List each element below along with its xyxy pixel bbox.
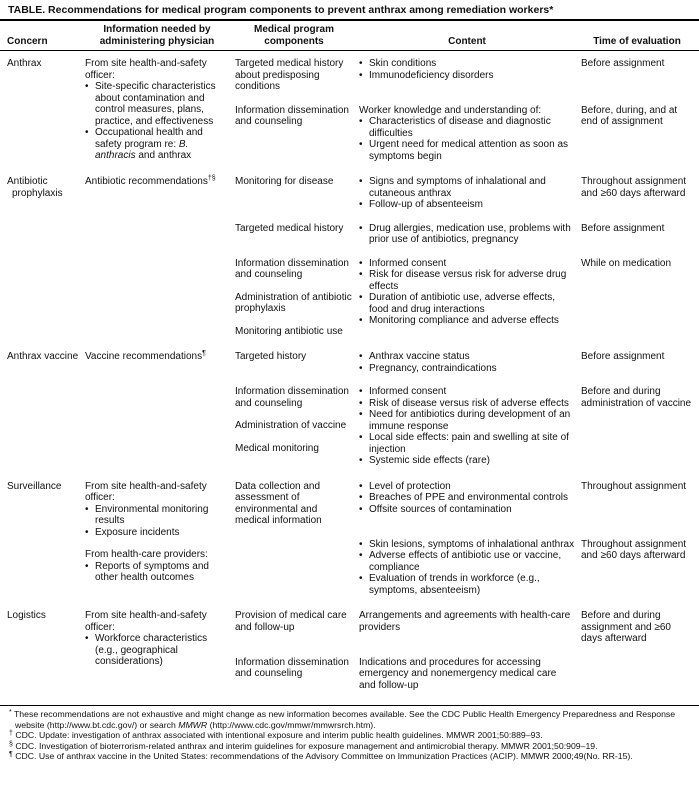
content-bullet-item [359,58,575,70]
medical-program-components-cell [235,539,353,597]
content-bullet-item [359,70,575,82]
information-needed-cell [85,176,229,337]
bullet-glyph: • [359,269,363,280]
column-header-medical-program-components: Medical program components [253,24,335,47]
bullet-glyph: • [359,397,363,409]
medical-program-components-cell [235,610,353,645]
content-text: Drug allergies, medication use, problems with prior use of antibiotics, pregnancy [369,222,571,245]
content-bullet-item [359,351,575,363]
content-text: Level of protection [369,480,451,492]
table-section-anthrax [7,58,693,162]
medical-program-components-cell [235,223,353,246]
footnote-marker: ¶ [9,751,13,759]
content-bullet-item [359,455,575,467]
content-text: Monitoring compliance and adverse effects [369,315,559,326]
content-text: Duration of antibiotic use, adverse effects, food and drug interactions [369,292,556,315]
info-lead-text: From site health-and-safety officer: [85,610,207,633]
table-row [235,481,693,527]
content-bullet-item [359,363,575,375]
bullet-glyph: • [359,409,363,420]
medical-program-components-cell [235,657,353,692]
content-text: Local side effects: pain and swelling at site of injection [369,432,569,455]
table-section-anthrax-vaccine [7,351,693,467]
information-needed-cell [85,58,229,162]
component-item: Provision of medical care and follow-up [235,610,347,633]
footnote: * These recommendations are not exhaustive and might change as new information becomes available. See the CDC Public Health Emergency Preparedness and Response website (http://www.bt.cdc.gov/) or search MMWR (http://www.cdc.gov/mmwr/mmwrsrch.htm). [9,709,676,730]
content-bullet-item [359,269,575,292]
component-item: Administration of vaccine [235,420,347,431]
table-section-surveillance [7,481,693,597]
content-text: Signs and symptoms of inhalational and cutaneous anthrax [369,176,546,199]
content-text: Risk for disease versus risk for adverse drug effects [369,269,567,292]
component-item: Targeted history [235,351,307,362]
content-cell [359,58,575,93]
info-text: Reports of symptoms and other health outcomes [95,560,209,583]
information-needed-cell [85,610,229,691]
time-of-evaluation-cell: Before assignment [581,351,665,362]
table-row [235,258,693,338]
content-text: Pregnancy, contraindications [369,362,497,374]
column-header-content: Content [448,35,486,47]
table-row [235,223,693,246]
info-bullet-item [85,561,229,584]
info-lead-text: From site health-and-safety officer: [85,58,207,81]
content-bullet-item [359,315,575,327]
bullet-glyph: • [85,633,89,644]
table-section-antibiotic-prophylaxis [7,176,693,337]
time-of-evaluation-cell: Throughout assignment and ≥60 days afterward [581,176,687,199]
time-of-evaluation-cell: Before assignment [581,222,665,234]
content-text: Offsite sources of contamination [369,503,512,515]
information-needed-cell [85,351,229,467]
footnote: † CDC. Update: investigation of anthrax associated with intentional exposure and interim public health guidelines. MMWR 2001;50:889–93. [9,730,543,741]
bullet-glyph: • [359,176,363,187]
time-of-evaluation-cell [581,657,693,692]
component-item: Information dissemination and counseling [235,104,349,127]
content-bullet-item [359,223,575,246]
footnote-marker: † [9,730,13,738]
bullet-glyph: • [359,58,363,69]
bullet-glyph: • [359,199,363,210]
medical-program-components-cell [235,481,353,527]
medical-program-components-cell [235,258,353,338]
content-text: Characteristics of disease and diagnostic difficulties [369,116,551,139]
table-row [235,610,693,645]
info-bullet-item [85,81,229,127]
component-item: Data collection and assessment of environmental and medical information [235,480,322,526]
component-item: Information dissemination and counseling [235,656,349,679]
content-bullet-item [359,398,575,410]
bullet-glyph: • [359,573,363,584]
info-bullet-item [85,127,229,162]
bullet-glyph: • [359,315,363,326]
info-lead-text: From health-care providers: [85,549,208,560]
information-needed-cell [85,481,229,597]
component-item: Monitoring antibiotic use [235,325,343,337]
component-item: Monitoring for disease [235,176,334,187]
info-text: Site-specific characteristics about contamination and control measures, plans, practice, and effectiveness [95,81,216,127]
table-title: TABLE. Recommendations for medical program components to prevent anthrax among remediation workers* [0,0,699,21]
section-bands [235,351,693,467]
content-cell [359,105,575,163]
footnote-marker: * [9,709,12,716]
table-row [235,176,693,211]
content-bullet-item [359,139,575,162]
content-text: Informed consent [369,386,447,397]
content-bullet-item [359,432,575,455]
concern-cell: Logistics [7,610,46,621]
time-of-evaluation-cell: Before assignment [581,58,665,69]
bullet-glyph: • [359,503,363,515]
time-of-evaluation-cell: While on medication [581,257,672,269]
concern-cell: Surveillance [7,480,62,492]
content-bullet-item [359,116,575,139]
table-row [235,58,693,93]
content-bullet-item [359,199,575,211]
column-header-concern: Concern [7,35,48,47]
content-text: Systemic side effects (rare) [369,455,490,466]
bullet-glyph: • [359,362,363,374]
component-item: Targeted medical history about predisposing conditions [235,58,344,92]
content-text: Breaches of PPE and environmental controls [369,492,568,503]
content-cell [359,539,575,597]
time-of-evaluation-cell: Before, during, and at end of assignment [581,104,678,127]
content-text: Skin lesions, symptoms of inhalational anthrax [369,538,575,550]
bullet-glyph: • [359,139,363,150]
footnote: ¶ CDC. Use of anthrax vaccine in the United States: recommendations of the Advisory Committee on Immunization Practices (ACIP). MMWR 2000;49(No. RR-15). [9,751,633,762]
bullet-glyph: • [359,386,363,397]
bullet-glyph: • [359,222,363,234]
column-header-information-needed: Information needed by administering physician [99,24,215,47]
component-item: Administration of antibiotic prophylaxis [235,291,352,314]
concern-cell: Antibiotic prophylaxis [7,176,63,199]
component-item: Medical monitoring [235,442,319,454]
content-cell [359,386,575,467]
content-text: Immunodeficiency disorders [369,69,494,81]
bullet-glyph: • [359,351,363,362]
bullet-glyph: • [85,526,89,538]
content-text: Informed consent [369,257,447,269]
table-row [235,105,693,163]
content-bullet-item [359,539,575,551]
bullet-glyph: • [359,292,363,303]
bullet-glyph: • [359,69,363,81]
bullet-glyph: • [85,127,89,138]
info-lead-text: Antibiotic recommendations†§ [85,175,216,187]
table-header-row [0,21,699,51]
info-lead-text: Vaccine recommendations¶ [85,350,206,362]
info-lead-text: From site health-and-safety officer: [85,480,207,503]
component-item: Information dissemination and counseling [235,386,349,409]
bullet-glyph: • [85,503,89,515]
footnote: § CDC. Investigation of bioterrorism-related anthrax and interim guidelines for exposure management and antimicrobial therapy. MMWR 2001;50:909–19. [9,740,598,751]
time-of-evaluation-cell: Before and during administration of vaccine [581,386,692,409]
bullet-glyph: • [359,455,363,466]
footnote-marker: § [9,740,13,748]
bullet-glyph: • [359,257,363,269]
medical-program-components-cell [235,386,353,467]
medical-program-components-cell [235,176,353,211]
time-of-evaluation-cell: Throughout assignment and ≥60 days afterward [581,538,687,561]
bullet-glyph: • [359,116,363,127]
medical-program-components-cell [235,105,353,163]
bullet-glyph: • [359,492,363,503]
bullet-glyph: • [85,81,89,92]
medical-program-components-cell [235,58,353,93]
info-text: Environmental monitoring results [95,503,209,526]
section-bands [235,176,693,337]
content-text: Anthrax vaccine status [369,351,470,362]
content-bullet-item [359,481,575,493]
content-bullet-item [359,573,575,596]
content-lead-text: Arrangements and agreements with health-care providers [359,610,571,633]
medical-program-components-cell [235,351,353,374]
content-text: Urgent need for medical attention as soon as symptoms begin [369,139,569,162]
info-bullet-item [85,527,229,539]
content-bullet-item [359,409,575,432]
concern-cell: Anthrax vaccine [7,351,79,362]
content-cell [359,176,575,211]
content-text: Risk of disease versus risk of adverse effects [369,397,569,409]
info-text: Occupational health and safety program re: B. anthracis and anthrax [95,127,203,161]
content-bullet-item [359,492,575,504]
bullet-glyph: • [359,538,363,550]
content-cell [359,657,575,692]
table-body [0,51,699,691]
section-bands [235,58,693,162]
table-row [235,657,693,692]
content-bullet-item [359,292,575,315]
content-text: Skin conditions [369,58,437,69]
section-bands [235,610,693,691]
content-text: Need for antibiotics during development of an immune response [369,409,571,432]
component-item: Targeted medical history [235,222,344,234]
content-bullet-item [359,386,575,398]
info-text: Exposure incidents [95,526,180,538]
content-text: Adverse effects of antibiotic use or vaccine, compliance [369,550,562,573]
bullet-glyph: • [359,432,363,443]
info-bullet-item [85,504,229,527]
component-item: Information dissemination and counseling [235,257,349,280]
content-lead-text: Worker knowledge and understanding of: [359,104,542,116]
bullet-glyph: • [359,480,363,492]
content-bullet-item [359,258,575,270]
time-of-evaluation-cell: Throughout assignment [581,480,687,492]
content-cell [359,351,575,374]
bullet-glyph: • [85,560,89,572]
content-cell [359,223,575,246]
content-cell [359,258,575,338]
table-row [235,351,693,374]
time-of-evaluation-cell: Before and during assignment and ≥60 days afterward [581,610,671,644]
content-cell [359,481,575,527]
content-text: Follow-up of absenteeism [369,199,483,210]
column-header-time-of-evaluation: Time of evaluation [593,35,681,47]
content-cell [359,610,575,645]
content-bullet-item [359,504,575,516]
table-row [235,539,693,597]
content-text: Evaluation of trends in workforce (e.g., symptoms, absenteeism) [369,573,540,596]
info-bullet-item [85,633,229,668]
table-row [235,386,693,467]
bullet-glyph: • [359,550,363,561]
section-bands [235,481,693,597]
table-section-logistics [7,610,693,691]
content-bullet-item [359,550,575,573]
content-bullet-item [359,176,575,199]
footnotes [0,706,699,762]
info-text: Workforce characteristics (e.g., geographical considerations) [95,633,208,667]
concern-cell: Anthrax [7,58,42,69]
content-lead-text: Indications and procedures for accessing emergency and nonemergency medical care and follow-up [359,656,557,691]
